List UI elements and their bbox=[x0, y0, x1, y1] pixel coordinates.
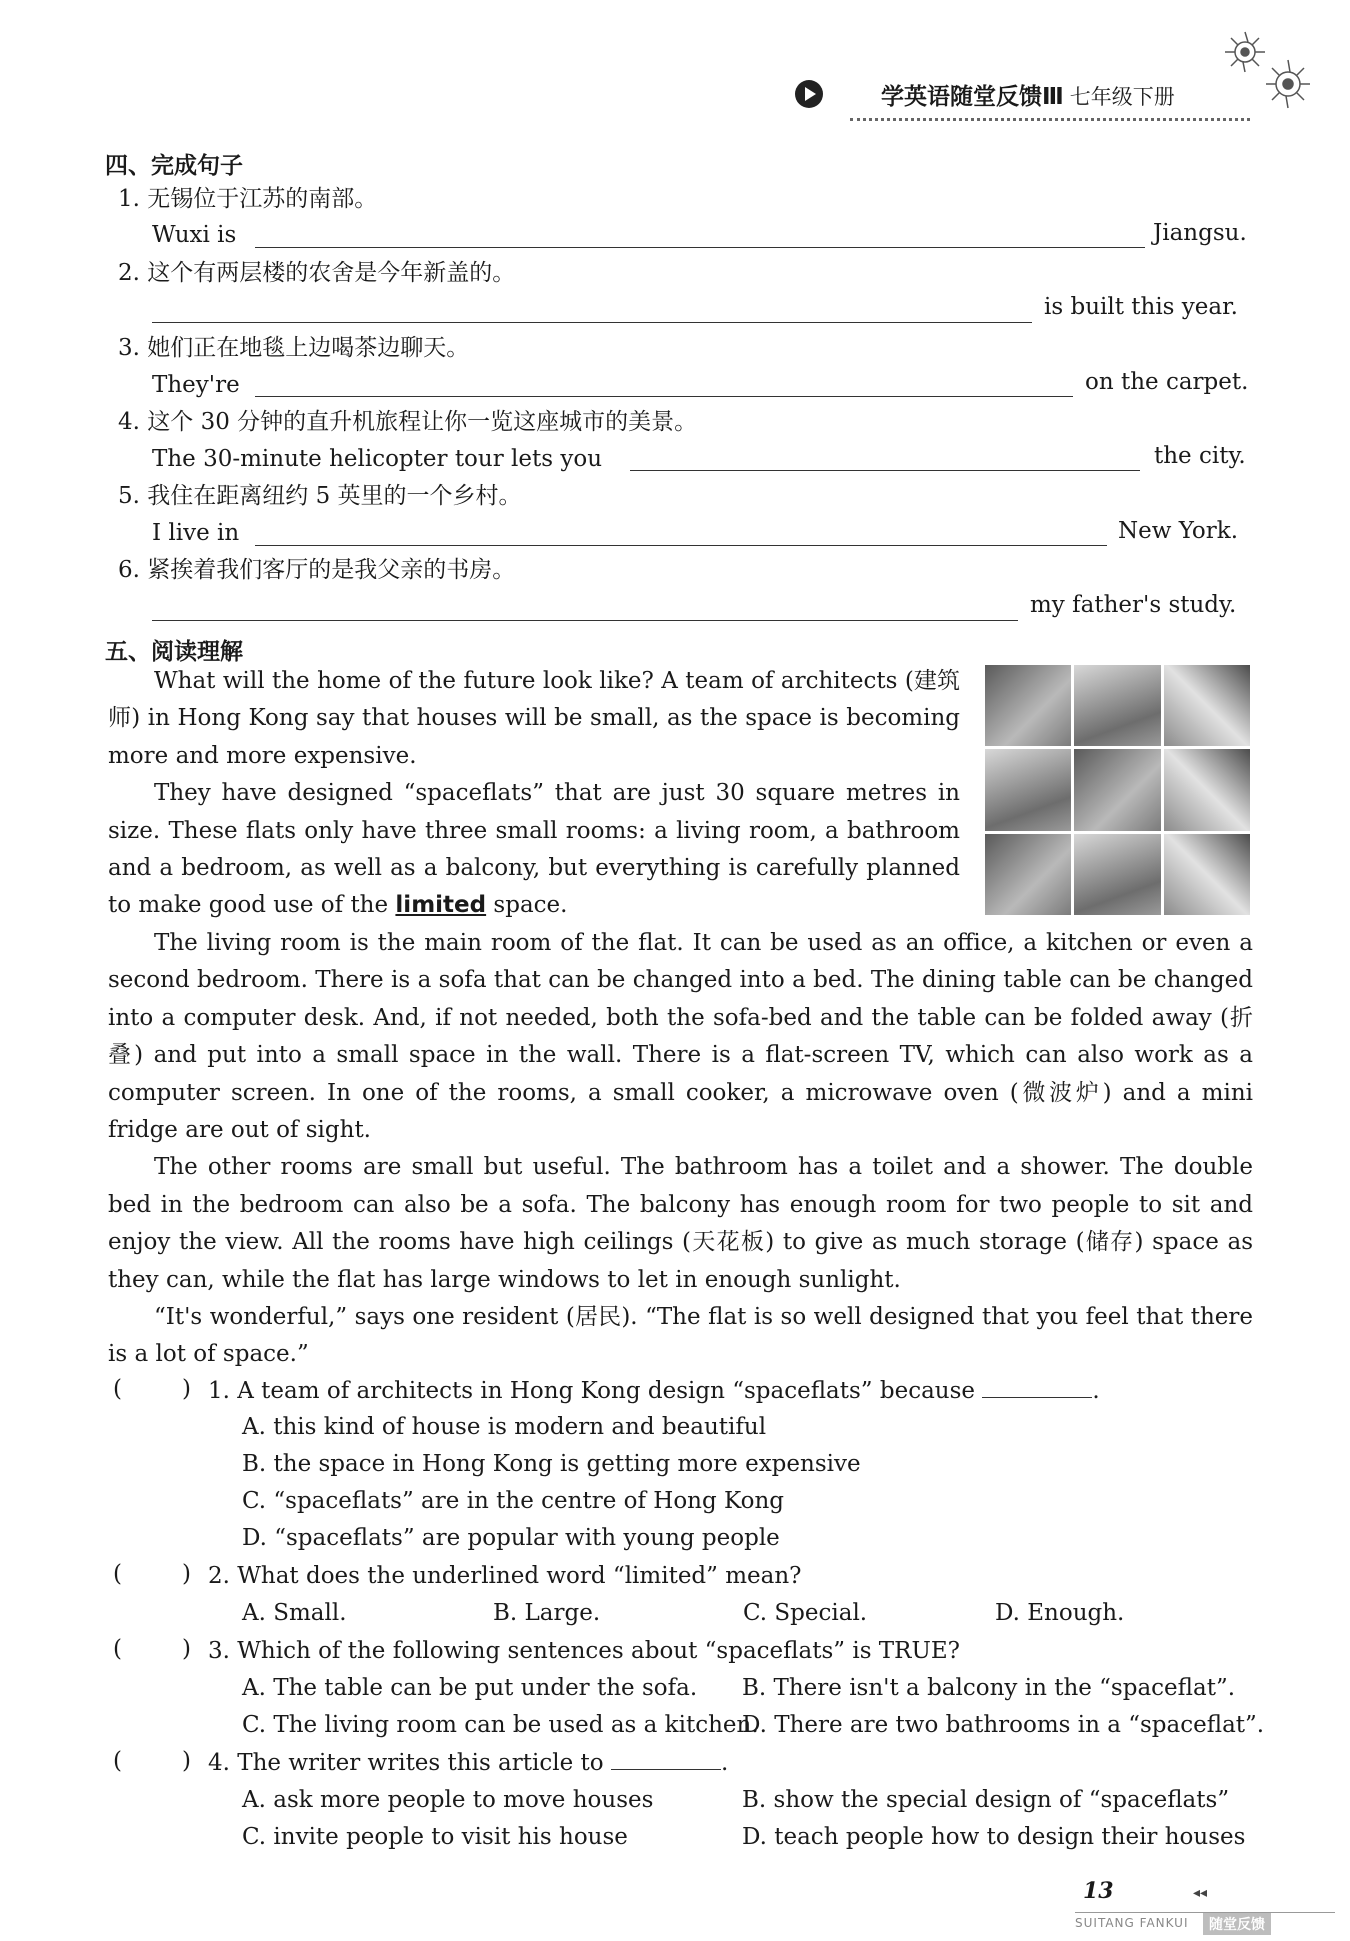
section-4-heading: 四、完成句子 bbox=[105, 153, 243, 179]
s4-item-2-suffix: is built this year. bbox=[1044, 294, 1238, 320]
footer-brand-cn: 随堂反馈 bbox=[1203, 1913, 1271, 1935]
s4-item-3-suffix: on the carpet. bbox=[1085, 369, 1249, 395]
s4-item-5-suffix: New York. bbox=[1118, 518, 1239, 544]
passage-paragraph-1: What will the home of the future look like? A team of architects (建筑师) in Hong Kong say that houses will be small, as the space is becoming more and more expensive. bbox=[108, 668, 960, 769]
room-photo bbox=[1164, 749, 1250, 830]
answer-bracket-open: ( bbox=[113, 1561, 122, 1587]
s4-item-4-blank[interactable] bbox=[630, 470, 1140, 471]
footer-brand-en: SUITANG FANKUI bbox=[1075, 1916, 1189, 1930]
room-photo bbox=[1074, 665, 1160, 746]
s4-item-5-cn: 5. 我住在距离纽约 5 英里的一个乡村。 bbox=[118, 483, 522, 509]
passage-paragraph-5: “It's wonderful,” says one resident (居民). “The flat is so well designed that you feel that there is a lot of space.” bbox=[108, 1304, 1253, 1368]
s4-item-5-blank[interactable] bbox=[255, 545, 1107, 546]
passage-paragraph-3: The living room is the main room of the flat. It can be used as an office, a kitchen or even a second bedroom. There is a sofa that can be changed into a bed. The dining table can be changed into a computer desk. And, if not needed, both the sofa-bed and the table can be folded away (折叠) and put into a small space in the wall. There is a flat-screen TV, which can also work as a computer screen. In one of the rooms, a small cooker, a microwave oven (微波炉) and a mini fridge are out of sight. bbox=[108, 930, 1253, 1144]
page-header bbox=[795, 74, 1255, 114]
reading-passage-bottom bbox=[108, 925, 1253, 1374]
s4-item-3-prefix: They're bbox=[152, 372, 240, 398]
question-1-option-c[interactable]: C. “spaceflats” are in the centre of Hong Kong bbox=[242, 1488, 784, 1514]
book-title: 学英语随堂反馈Ⅲ bbox=[881, 84, 1064, 110]
s4-item-6-cn: 6. 紧挨着我们客厅的是我父亲的书房。 bbox=[118, 557, 516, 583]
footer-brand-bar bbox=[1075, 1912, 1335, 1933]
question-3-option-b[interactable]: B. There isn't a balcony in the “spaceflat”. bbox=[742, 1675, 1236, 1701]
s4-item-5-prefix: I live in bbox=[152, 520, 240, 546]
passage-paragraph-2 bbox=[108, 775, 960, 925]
question-2-option-b[interactable]: B. Large. bbox=[493, 1600, 601, 1626]
answer-bracket-close: ) bbox=[182, 1376, 191, 1402]
s4-item-3-cn: 3. 她们正在地毯上边喝茶边聊天。 bbox=[118, 335, 470, 361]
room-photo bbox=[1074, 749, 1160, 830]
room-photo bbox=[1074, 834, 1160, 915]
question-2-stem: 2. What does the underlined word “limited” mean? bbox=[208, 1563, 802, 1589]
s4-item-4-prefix: The 30-minute helicopter tour lets you bbox=[152, 446, 603, 472]
s4-item-2-blank[interactable] bbox=[152, 322, 1032, 323]
answer-bracket-close: ) bbox=[182, 1561, 191, 1587]
s4-item-3-blank[interactable] bbox=[255, 396, 1073, 397]
question-4-option-b[interactable]: B. show the special design of “spaceflats” bbox=[742, 1787, 1230, 1813]
s4-item-6-blank[interactable] bbox=[152, 620, 1018, 621]
underlined-word-limited: limited bbox=[395, 892, 487, 919]
question-3-option-d[interactable]: D. There are two bathrooms in a “spaceflat”. bbox=[742, 1712, 1265, 1738]
answer-bracket-open: ( bbox=[113, 1748, 122, 1774]
question-2-option-c[interactable]: C. Special. bbox=[743, 1600, 868, 1626]
question-4-end: . bbox=[720, 1750, 729, 1776]
s4-item-1-suffix: Jiangsu. bbox=[1153, 220, 1247, 246]
answer-bracket-close: ) bbox=[182, 1636, 191, 1662]
question-3-option-c[interactable]: C. The living room can be used as a kitchen. bbox=[242, 1712, 759, 1738]
room-photo bbox=[1164, 834, 1250, 915]
s4-item-2-cn: 2. 这个有两层楼的农舍是今年新盖的。 bbox=[118, 260, 516, 286]
s4-item-4-suffix: the city. bbox=[1154, 443, 1246, 469]
s4-item-1-prefix: Wuxi is bbox=[152, 222, 237, 248]
question-3-option-a[interactable]: A. The table can be put under the sofa. bbox=[242, 1675, 698, 1701]
s4-item-1-cn: 1. 无锡位于江苏的南部。 bbox=[118, 186, 378, 212]
page-number: 13 bbox=[1083, 1878, 1114, 1904]
question-2-option-a[interactable]: A. Small. bbox=[242, 1600, 347, 1626]
answer-bracket-close: ) bbox=[182, 1748, 191, 1774]
question-4-text: 4. The writer writes this article to bbox=[208, 1750, 604, 1776]
question-4-option-c[interactable]: C. invite people to visit his house bbox=[242, 1824, 628, 1850]
section-5-heading: 五、阅读理解 bbox=[105, 639, 243, 665]
question-1-option-d[interactable]: D. “spaceflats” are popular with young people bbox=[242, 1525, 780, 1551]
header-title bbox=[881, 78, 1175, 111]
room-photo bbox=[1164, 665, 1250, 746]
question-4-option-a[interactable]: A. ask more people to move houses bbox=[242, 1787, 654, 1813]
question-4-stem bbox=[208, 1748, 728, 1778]
question-1-end: . bbox=[1092, 1378, 1100, 1404]
s4-item-4-cn: 4. 这个 30 分钟的直升机旅程让你一览这座城市的美景。 bbox=[118, 409, 698, 435]
grade-label: 七年级下册 bbox=[1069, 85, 1175, 109]
passage-paragraph-4: The other rooms are small but useful. The bathroom has a toilet and a shower. The double bed in the bedroom can also be a sofa. The balcony has enough room for two people to sit and enjoy the view. All the rooms have high ceilings (天花板) to give as much storage (储存) space as they can, while the flat has large windows to let in enough sunlight. bbox=[108, 1154, 1253, 1293]
answer-bracket-open: ( bbox=[113, 1636, 122, 1662]
left-arrow-icon: ◂◂ bbox=[1193, 1885, 1208, 1901]
room-photo bbox=[985, 749, 1071, 830]
passage-paragraph-2-text: They have designed “spaceflats” that are just 30 square metres in size. These flats only have three small rooms: a living room, a bathroom and a bedroom, as well as a balcony, but everything is carefully planned to make good use of the bbox=[108, 780, 960, 919]
s4-item-6-suffix: my father's study. bbox=[1030, 592, 1237, 618]
room-photo bbox=[985, 665, 1071, 746]
question-1-blank[interactable] bbox=[982, 1379, 1092, 1398]
sunflower-decoration-icon bbox=[1210, 22, 1320, 122]
question-1-stem bbox=[208, 1376, 1100, 1406]
passage-paragraph-2-end: space. bbox=[486, 892, 568, 919]
room-photo bbox=[985, 834, 1071, 915]
question-4-blank[interactable] bbox=[611, 1751, 721, 1770]
answer-bracket-open: ( bbox=[113, 1376, 122, 1402]
s4-item-1-blank[interactable] bbox=[255, 247, 1145, 248]
question-1-option-b[interactable]: B. the space in Hong Kong is getting more expensive bbox=[242, 1451, 861, 1477]
reading-passage-top bbox=[108, 663, 960, 925]
play-icon bbox=[795, 80, 823, 108]
question-2-option-d[interactable]: D. Enough. bbox=[995, 1600, 1125, 1626]
question-4-option-d[interactable]: D. teach people how to design their houses bbox=[742, 1824, 1246, 1850]
header-divider bbox=[850, 118, 1250, 121]
question-3-stem: 3. Which of the following sentences about “spaceflats” is TRUE? bbox=[208, 1638, 960, 1664]
question-1-option-a[interactable]: A. this kind of house is modern and beautiful bbox=[242, 1414, 767, 1440]
question-1-text: 1. A team of architects in Hong Kong design “spaceflats” because bbox=[208, 1378, 976, 1404]
spaceflat-photo-collage bbox=[985, 665, 1250, 915]
